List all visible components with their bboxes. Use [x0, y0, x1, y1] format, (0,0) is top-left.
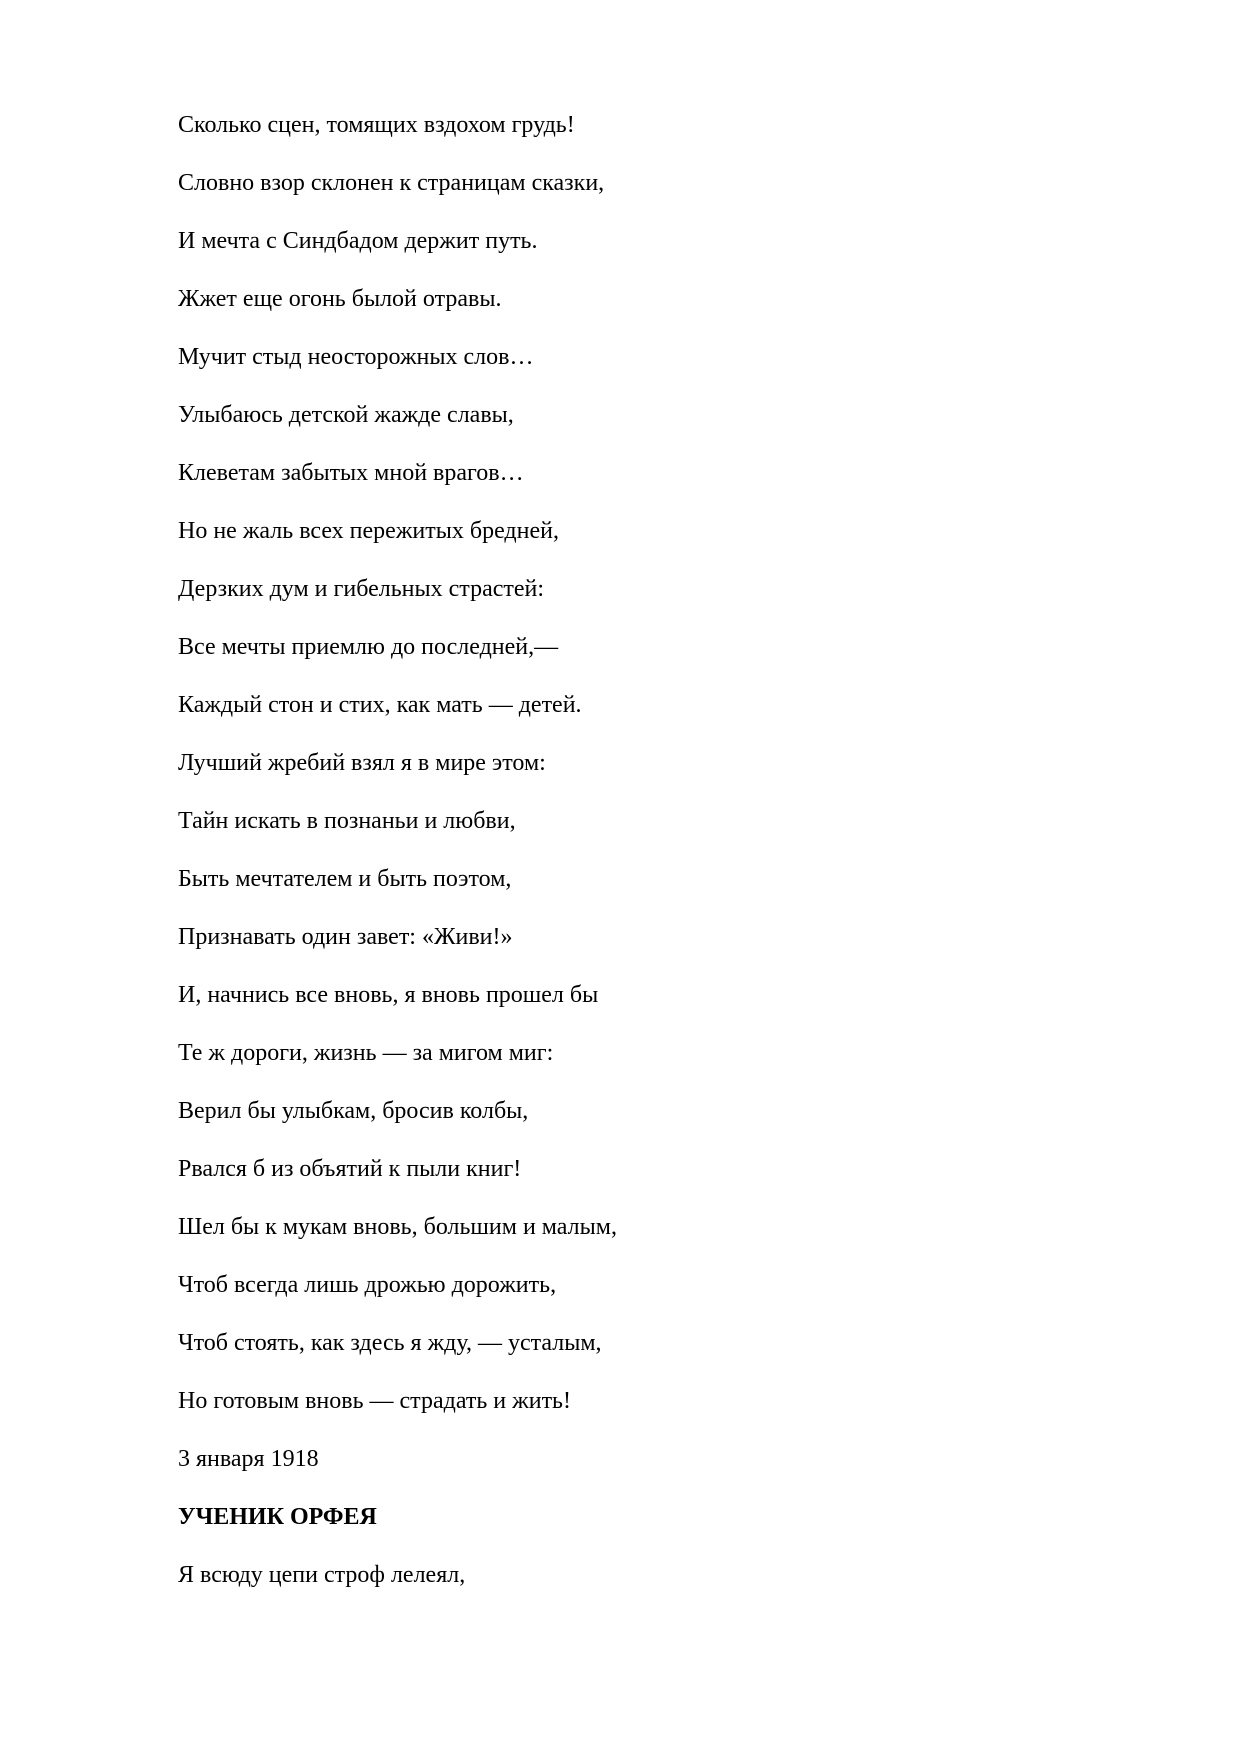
poem-line: Жжет еще огонь былой отравы. — [178, 286, 502, 312]
poem-line: Тайн искать в познаньи и любви, — [178, 808, 516, 834]
poem-line: Мучит стыд неосторожных слов… — [178, 344, 534, 370]
poem-line: Дерзких дум и гибельных страстей: — [178, 576, 545, 602]
poem-title: УЧЕНИК ОРФЕЯ — [178, 1504, 377, 1530]
poem-line: Чтоб всегда лишь дрожью дорожить, — [178, 1272, 557, 1298]
poem-line: Улыбаюсь детской жажде славы, — [178, 402, 514, 428]
poem-line: Чтоб стоять, как здесь я жду, — усталым, — [178, 1330, 602, 1356]
poem-line: Я всюду цепи строф лелеял, — [178, 1562, 466, 1588]
poem-line: Словно взор склонен к страницам сказки, — [178, 170, 605, 196]
poem-line: И, начнись все вновь, я вновь прошел бы — [178, 982, 599, 1008]
poem-line: Те ж дороги, жизнь — за мигом миг: — [178, 1040, 554, 1066]
poem-line: Сколько сцен, томящих вздохом грудь! — [178, 112, 575, 138]
text-block — [178, 111, 1178, 1619]
poem-line: Каждый стон и стих, как мать — детей. — [178, 692, 582, 718]
poem-line: Все мечты приемлю до последней,— — [178, 634, 559, 660]
poem-line: Но готовым вновь — страдать и жить! — [178, 1388, 571, 1414]
poem-line: И мечта с Синдбадом держит путь. — [178, 228, 538, 254]
poem-line: Шел бы к мукам вновь, большим и малым, — [178, 1214, 617, 1240]
poem-line: Лучший жребий взял я в мире этом: — [178, 750, 546, 776]
poem-line: Но не жаль всех пережитых бредней, — [178, 518, 559, 544]
poem-line: Клеветам забытых мной врагов… — [178, 460, 524, 486]
poem-line: Быть мечтателем и быть поэтом, — [178, 866, 512, 892]
poem-line: Рвался б из объятий к пыли книг! — [178, 1156, 522, 1182]
poem-line: Признавать один завет: «Живи!» — [178, 924, 513, 950]
poem-date: 3 января 1918 — [178, 1446, 319, 1472]
poem-line: Верил бы улыбкам, бросив колбы, — [178, 1098, 529, 1124]
